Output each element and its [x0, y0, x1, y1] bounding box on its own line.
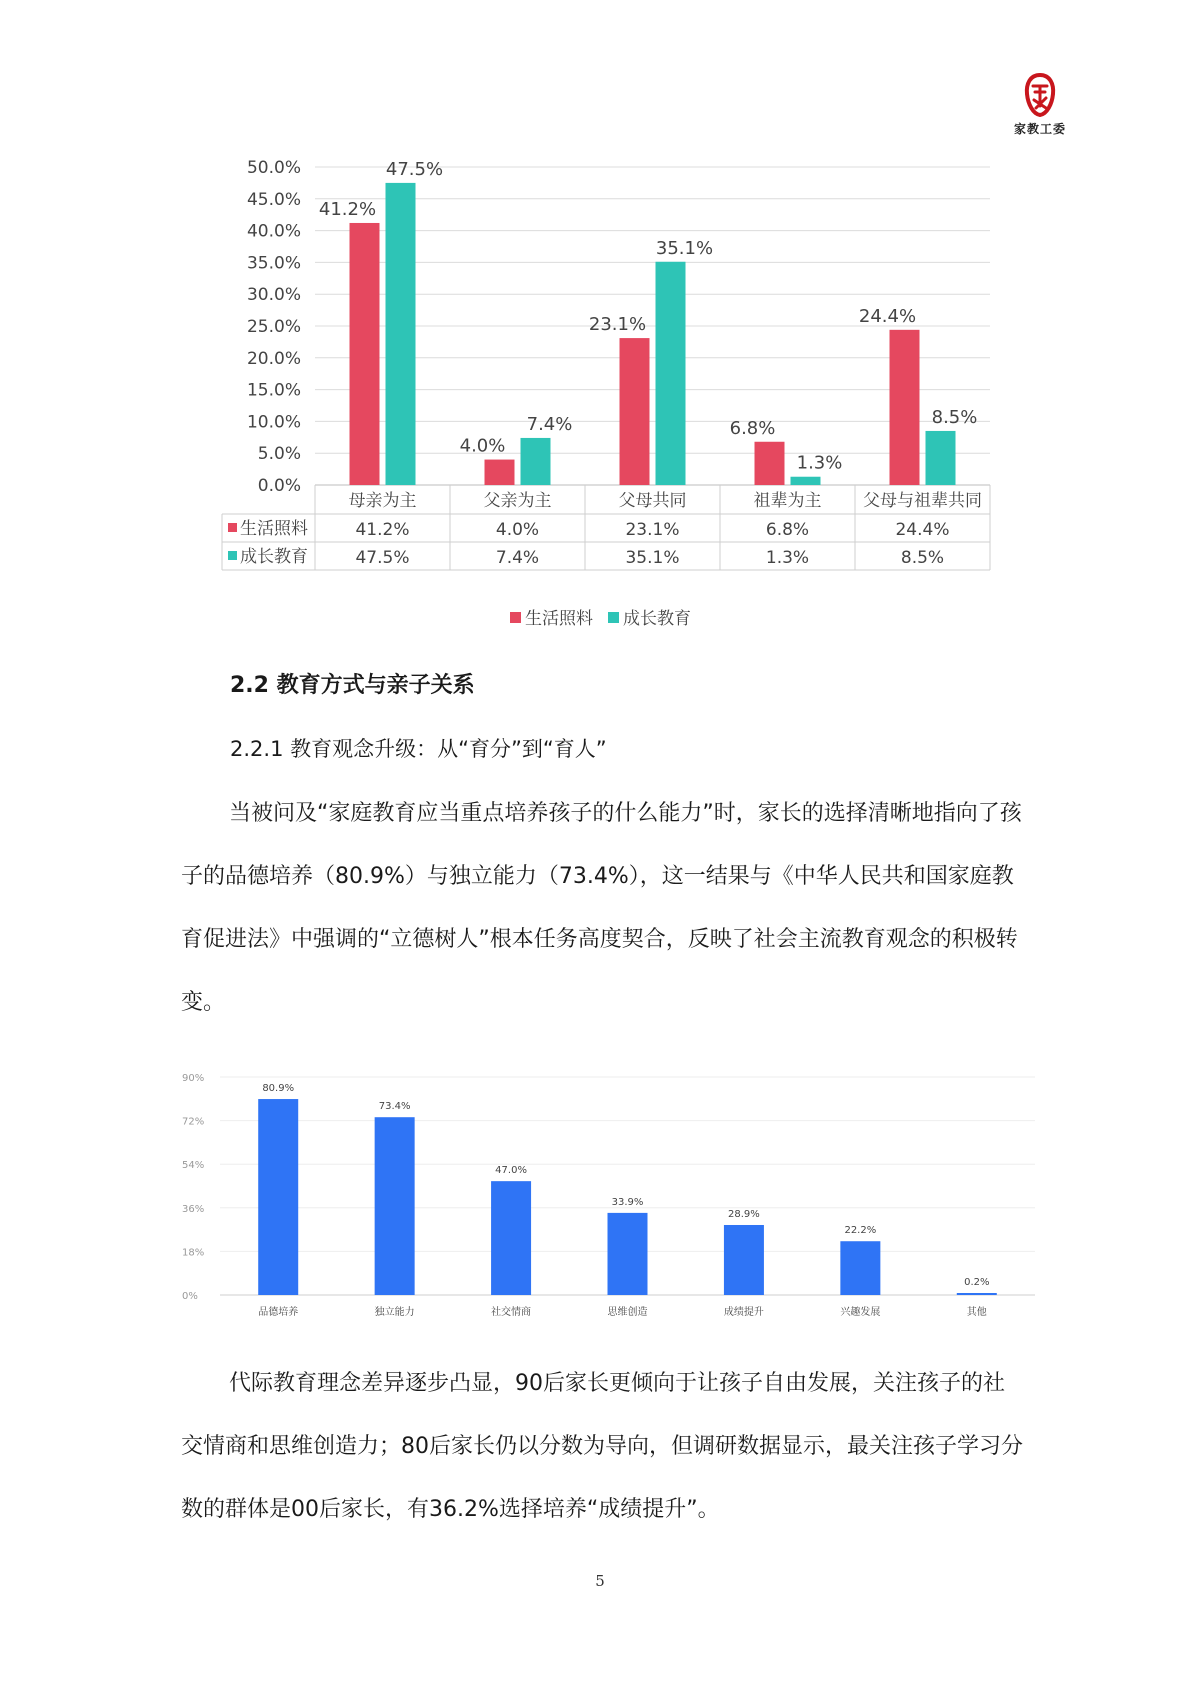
caregiver-role-chart	[220, 145, 1010, 645]
category-label: 父母共同	[618, 491, 687, 511]
category-label: 品德培养	[258, 1307, 299, 1318]
legend-key	[228, 523, 237, 532]
section-heading: 2.2 教育方式与亲子关系	[230, 673, 475, 698]
logo-text: 家教工委	[1013, 122, 1066, 136]
y-tick-label: 45.0%	[246, 189, 301, 210]
paragraph-1-text: 当被问及“家庭教育应当重点培养孩子的什么能力”时，家长的选择清晰地指向了孩子的品德培养（80.9%）与独立能力（73.4%），这一结果与《中华人民共和国家庭教育促进法》中强调的“立德树人”根本任务高度契合，反映了社会主流教育观念的积极转变。	[181, 801, 1022, 1015]
y-tick-label: 30.0%	[246, 285, 301, 306]
table-cell: 7.4%	[495, 548, 540, 568]
bar	[890, 330, 920, 485]
bar	[656, 262, 686, 485]
y-tick-label: 0%	[182, 1291, 198, 1302]
table-row-header: 生活照料	[240, 519, 308, 539]
legend-key	[608, 612, 619, 623]
data-label: 6.8%	[729, 417, 776, 439]
bar	[491, 1181, 531, 1295]
y-tick-label: 20.0%	[246, 348, 301, 369]
page-number: 5	[595, 1572, 605, 1590]
bar	[724, 1225, 764, 1295]
bar	[926, 431, 956, 485]
category-label: 其他	[966, 1307, 987, 1318]
y-tick-label: 0.0%	[257, 476, 301, 496]
paragraph-1	[181, 782, 1026, 1034]
category-label: 思维创造	[607, 1307, 648, 1318]
bar	[521, 438, 551, 485]
data-label: 22.2%	[844, 1225, 877, 1237]
y-tick-label: 36%	[182, 1203, 205, 1215]
data-label: 41.2%	[318, 198, 377, 220]
y-tick-label: 54%	[182, 1160, 205, 1172]
category-label: 祖辈为主	[753, 491, 822, 511]
table-cell: 47.5%	[355, 548, 410, 568]
category-label: 母亲为主	[348, 491, 417, 511]
data-label: 4.0%	[459, 435, 506, 457]
y-tick-label: 90%	[182, 1073, 205, 1084]
legend-key	[510, 612, 521, 623]
y-tick-label: 35.0%	[246, 253, 301, 274]
bar	[840, 1241, 880, 1295]
bar	[957, 1293, 997, 1295]
data-label: 0.2%	[964, 1277, 990, 1288]
bar	[608, 1213, 648, 1295]
ability-focus-chart	[180, 1055, 1040, 1320]
data-label: 24.4%	[858, 305, 917, 327]
y-tick-label: 18%	[182, 1247, 205, 1259]
data-label: 28.9%	[728, 1208, 760, 1220]
category-label: 兴趣发展	[840, 1307, 881, 1318]
table-cell: 24.4%	[895, 520, 950, 540]
data-label: 23.1%	[588, 314, 647, 336]
category-label: 父亲为主	[483, 491, 552, 511]
paragraph-2	[181, 1352, 1026, 1541]
bar	[791, 477, 821, 485]
y-tick-label: 50.0%	[246, 158, 301, 178]
y-tick-label: 25.0%	[246, 317, 301, 337]
data-label: 33.9%	[611, 1196, 644, 1208]
bar	[350, 223, 380, 485]
table-cell: 6.8%	[765, 520, 810, 540]
data-label: 80.9%	[262, 1083, 295, 1095]
y-tick-label: 10.0%	[246, 412, 301, 433]
y-tick-label: 15.0%	[246, 380, 301, 401]
bar	[620, 338, 650, 485]
table-cell: 1.3%	[765, 548, 810, 568]
legend-key	[228, 551, 237, 560]
legend-label: 成长教育	[623, 609, 691, 629]
bar	[755, 442, 785, 485]
y-tick-label: 40.0%	[246, 221, 301, 242]
data-label: 73.4%	[378, 1101, 411, 1113]
bar	[258, 1099, 298, 1295]
data-label: 47.0%	[495, 1165, 527, 1177]
data-label: 8.5%	[931, 406, 978, 428]
table-row-header: 成长教育	[240, 547, 308, 567]
bar	[386, 183, 416, 485]
legend-label: 生活照料	[525, 609, 593, 629]
data-label: 7.4%	[526, 413, 573, 435]
subsection-heading: 2.2.1 教育观念升级：从“育分”到“育人”	[230, 737, 607, 761]
y-tick-label: 72%	[182, 1116, 205, 1128]
logo	[1005, 72, 1075, 137]
category-label: 父母与祖辈共同	[863, 491, 982, 511]
bar	[375, 1117, 415, 1295]
data-label: 35.1%	[655, 237, 714, 259]
table-cell: 8.5%	[900, 548, 945, 568]
bar	[485, 460, 515, 485]
table-cell: 23.1%	[625, 520, 680, 540]
table-cell: 35.1%	[625, 548, 680, 568]
category-label: 社交情商	[491, 1307, 532, 1318]
paragraph-2-text: 代际教育理念差异逐步凸显，90后家长更倾向于让孩子自由发展，关注孩子的社交情商和思维创造力；80后家长仍以分数为导向，但调研数据显示，最关注孩子学习分数的群体是00后家长，有36.2%选择培养“成绩提升”。	[181, 1371, 1023, 1522]
table-cell: 41.2%	[355, 520, 410, 540]
category-label: 独立能力	[374, 1307, 415, 1318]
y-tick-label: 5.0%	[257, 444, 301, 465]
table-cell: 4.0%	[495, 520, 540, 540]
data-label: 1.3%	[796, 452, 843, 474]
data-label: 47.5%	[385, 158, 444, 180]
category-label: 成绩提升	[723, 1307, 764, 1318]
seal-logo-icon	[1022, 72, 1058, 118]
